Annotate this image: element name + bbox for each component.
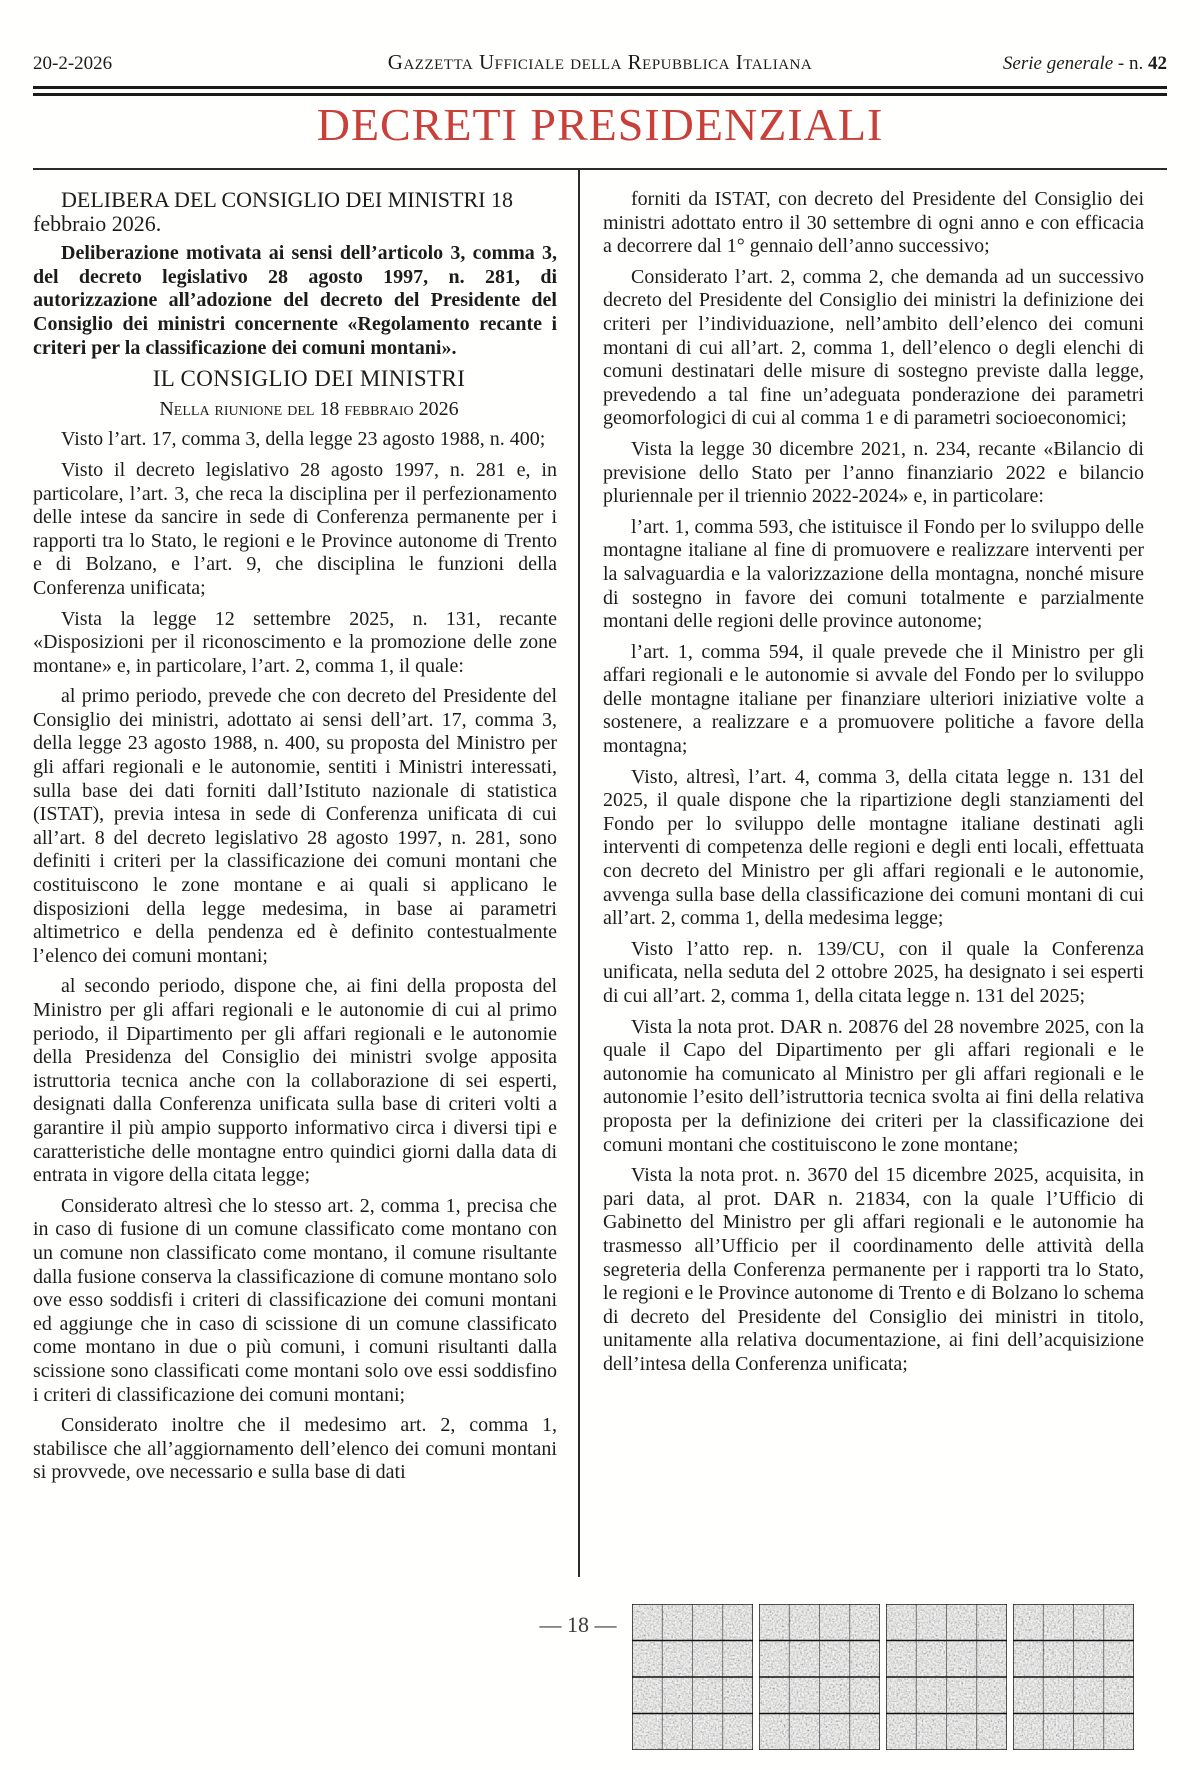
series-number: 42 (1148, 53, 1167, 74)
series-name: Serie generale (1002, 53, 1114, 74)
para-center-title: IL CONSIGLIO DEI MINISTRI (152, 366, 466, 392)
para-body: Considerato inoltre che il medesimo art. 2, comma 1, stabilisce che all’aggiornamento dell’elenco dei comuni montani si provvede, ove necessario e sulla base di dati (33, 1414, 557, 1484)
para-body: Vista la nota prot. DAR n. 20876 del 28 novembre 2025, con la quale il Capo del Dipartimento per gli affari regionali e le autonomie ha comunicato al Ministro per gli affari regionali e le autonomie l’esito dell’istruttoria tecnica svolta ai fini della relativa proposta per la definizione dei criteri per la classificazione dei comuni montani che costituiscono le zone montane; (603, 1015, 1144, 1156)
para-body: Considerato l’art. 2, comma 2, che demanda ad un successivo decreto del Presidente del Consiglio dei ministri la definizione dei criteri per l’individuazione, nell’ambito dell’elenco dei comuni montani di cui all’art. 2, comma 1, dell’elenco o degli elenchi di comuni destinatari delle misure di sostegno previste dalla legge, prevedendo a tal fine un’adeguata ponderazione dei parametri geomorfologici di cui al comma 1 e di parametri socioeconomici; (603, 265, 1144, 430)
series-info (1003, 53, 1167, 75)
title-separator-rule (33, 168, 1167, 170)
para-center-sub: Nella riunione del 18 febbraio 2026 (159, 397, 459, 420)
page-number: — 18 — (539, 1612, 617, 1637)
left-column (33, 188, 557, 1492)
para-deep: l’art. 1, comma 593, che istituisce il Fondo per lo sviluppo delle montagne italiane al fine di promuovere e realizzare interventi per la salvaguardia e la valorizzazione della montagna, nonché misure di sostegno in favore dei comuni totalmente e parzialmente montani delle regioni delle province autonome; (603, 515, 1144, 633)
series-separator: - n. (1113, 53, 1148, 74)
para-bold: Deliberazione motivata ai sensi dell’articolo 3, comma 3, del decreto legislativo 28 agosto 1997, n. 281, di autorizzazione all’adozione del decreto del Presidente del Consiglio dei ministri concernente «Regolamento recante i criteri per la classificazione dei comuni montani». (33, 242, 557, 359)
text-columns (0, 188, 1200, 1580)
noise-block (1013, 1604, 1134, 1750)
para-body: Vista la legge 12 settembre 2025, n. 131, recante «Disposizioni per il riconoscimento e la promozione delle zone montane» e, in particolare, l’art. 2, comma 1, il quale: (33, 607, 557, 677)
para-body: Vista la legge 30 dicembre 2021, n. 234, recante «Bilancio di previsione dello Stato per l’anno finanziario 2022 e bilancio pluriennale per il triennio 2022-2024» e, in particolare: (603, 437, 1144, 508)
section-title: DECRETI PRESIDENZIALI (316, 99, 884, 150)
para-body: Vista la nota prot. n. 3670 del 15 dicembre 2025, acquisita, in pari data, al prot. DAR n. 21834, con la quale l’Ufficio di Gabinetto del Ministro per gli affari regionali e le autonomie ha trasmesso all’Ufficio per il coordinamento delle attività della segreteria della Conferenza permanente per i rapporti tra lo Stato, le regioni e le Province autonome di Trento e di Bolzano lo schema di decreto del Presidente del Consiglio dei ministri in titolo, unitamente alla relativa documentazione, ai fini dell’acquisizione dell’intesa della Conferenza unificata; (603, 1164, 1144, 1375)
para-body: Visto l’art. 17, comma 3, della legge 23 agosto 1988, n. 400; (61, 428, 546, 451)
issue-date: 20-2-2026 (33, 53, 113, 74)
noise-block (886, 1604, 1007, 1750)
para-deep: al primo periodo, prevede che con decreto del Presidente del Consiglio dei ministri, adottato ai sensi dell’art. 17, comma 3, della legge 23 agosto 1988, n. 400, su proposta del Ministro per gli affari regionali e le autonomie, sentiti i Ministri interessati, sulla base dei dati forniti dall’Istituto nazionale di statistica (ISTAT), previa intesa in sede di Conferenza unificata di cui all’art. 8 del decreto legislativo 28 agosto 1997, n. 281, sono definiti i criteri per la classificazione dei comuni montani che costituiscono le zone montane e ai quali si applicano le disposizioni della legge medesima, in base ai parametri altimetrico e della pendenza ed è definito contestualmente l’elenco dei comuni montani; (33, 685, 557, 967)
para-body: Considerato altresì che lo stesso art. 2, comma 1, precisa che in caso di fusione di un comune classificato come montano con un comune non classificato come montano, il comune risultante dalla fusione conserva la classificazione di comune montano solo ove esso soddisfi i criteri di classificazione dei comuni montani ed aggiunge che in caso di scissione di un comune classificato come montano in due o più comuni, i comuni risultanti dalla scissione sono classificati come montani solo ove essi soddisfino i criteri di classificazione dei comuni montani; (33, 1194, 557, 1406)
para-deep: l’art. 1, comma 594, il quale prevede che il Ministro per gli affari regionali e le autonomie si avvale del Fondo per lo sviluppo delle montagne italiane per finanziare ulteriori iniziative volte a sostenere, a realizzare e a promuovere politiche a favore della montagna; (603, 640, 1144, 758)
masthead-title: Gazzetta Ufficiale della Repubblica Italiana (387, 50, 813, 74)
right-column (603, 188, 1144, 1384)
para-noindent: forniti da ISTAT, con decreto del Presidente del Consiglio dei ministri adottato entro il 30 settembre di ogni anno e con efficacia a decorrere dal 1° gennaio dell’anno successivo; (603, 188, 1144, 258)
para-body: Visto, altresì, l’art. 4, comma 3, della citata legge n. 131 del 2025, il quale dispone che la ripartizione degli stanziamenti del Fondo per lo sviluppo delle montagne italiane destinati agli interventi di competenza delle regioni e degli enti locali, effettuata con decreto del Ministro per gli affari regionali e le autonomie, avvenga sulla base della classificazione dei comuni montani di cui all’art. 2, comma 1, della medesima legge; (603, 765, 1144, 930)
para-deep: al secondo periodo, dispone che, ai fini della proposta del Ministro per gli affari regionali e le autonomie di cui al primo periodo, il Dipartimento per gli affari regionali e le autonomie della Presidenza del Consiglio dei ministri svolge apposita istruttoria tecnica anche con la collaborazione di sei esperti, designati dalla Conferenza unificata sulla base di criteri volti a garantire il più ampio supporto informativo circa i diversi tipi e caratteristiche delle montagne entro quindici giorni dalla data di entrata in vigore della citata legge; (33, 975, 557, 1187)
noise-block (632, 1604, 753, 1750)
noise-block (759, 1604, 880, 1750)
para-title: DELIBERA DEL CONSIGLIO DEI MINISTRI 18 febbraio 2026. (33, 188, 513, 236)
header-double-rule (33, 86, 1167, 96)
para-body: Visto il decreto legislativo 28 agosto 1997, n. 281 e, in particolare, l’art. 3, che reca la disciplina per il perfezionamento delle intese da sancire in sede di Conferenza permanente per i rapporti tra lo Stato, le regioni e le Province autonome di Trento e di Bolzano, e l’art. 9, che disciplina le funzioni della Conferenza unificata; (33, 458, 557, 599)
running-head (33, 50, 1167, 75)
scan-noise-blocks (632, 1604, 1134, 1750)
para-body: Visto l’atto rep. n. 139/CU, con il quale la Conferenza unificata, nella seduta del 2 ottobre 2025, ha designato i sei esperti di cui all’art. 2, comma 1, della citata legge n. 131 del 2025; (603, 937, 1144, 1007)
